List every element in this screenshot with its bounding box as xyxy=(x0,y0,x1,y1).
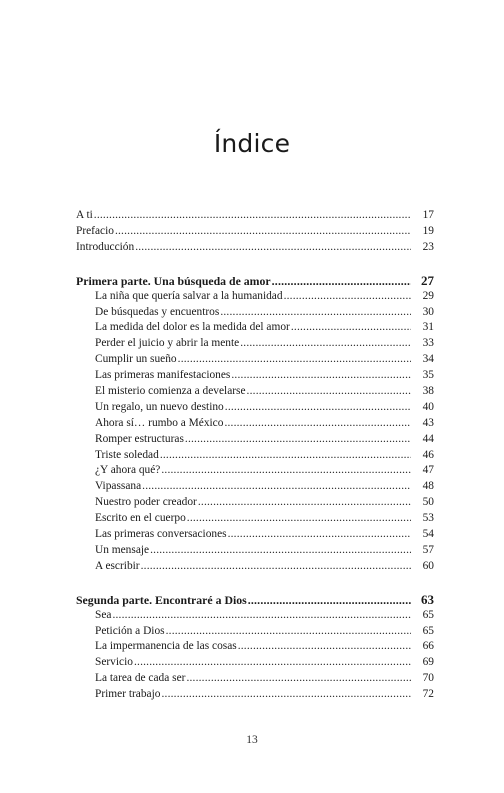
part-heading xyxy=(76,272,434,289)
toc-entry xyxy=(76,352,434,368)
dot-leader xyxy=(231,368,411,384)
dot-leader xyxy=(142,479,411,495)
toc-entry xyxy=(76,559,434,575)
toc-entry xyxy=(76,543,434,559)
toc-entry xyxy=(76,655,434,671)
toc-entry xyxy=(76,224,434,240)
toc-entry xyxy=(76,624,434,640)
dot-leader xyxy=(166,624,411,640)
toc-entry xyxy=(76,289,434,305)
toc-entry-label: Sea xyxy=(95,608,112,621)
toc-entry xyxy=(76,495,434,511)
dot-leader xyxy=(135,240,411,256)
part-heading-page: 27 xyxy=(421,272,434,288)
part-heading-page: 63 xyxy=(421,591,434,607)
dot-leader xyxy=(247,384,411,400)
toc-entry-page: 48 xyxy=(422,480,434,493)
toc-entry-page: 57 xyxy=(422,543,434,556)
dot-leader xyxy=(187,511,411,527)
toc-entry-page: 60 xyxy=(422,559,434,572)
toc-entry-label: Vipassana xyxy=(95,480,142,493)
dot-leader xyxy=(161,463,411,479)
dot-leader xyxy=(150,543,411,559)
dot-leader xyxy=(284,289,411,305)
toc-entry-label: Las primeras conversaciones xyxy=(95,528,227,541)
page-title: Índice xyxy=(213,129,291,158)
section-spacer xyxy=(76,575,434,591)
toc-entry-page: 38 xyxy=(422,385,434,398)
part-heading-label: Primera parte. Una búsqueda de amor xyxy=(76,273,271,288)
toc-entry-page: 43 xyxy=(422,416,434,429)
part-heading-label: Segunda parte. Encontraré a Dios xyxy=(76,592,247,607)
toc-entry xyxy=(76,671,434,687)
toc-entry-label: Perder el juicio y abrir la mente xyxy=(95,337,240,350)
toc-entry-page: 70 xyxy=(422,672,434,685)
dot-leader xyxy=(228,527,411,543)
toc-entry xyxy=(76,527,434,543)
toc-entry-page: 34 xyxy=(422,353,434,366)
toc-entry-label: Un regalo, un nuevo destino xyxy=(95,400,224,413)
dot-leader xyxy=(141,559,411,575)
toc-entry-page: 47 xyxy=(422,464,434,477)
toc-entry-page: 17 xyxy=(422,209,434,221)
toc-entry xyxy=(76,240,434,256)
dot-leader xyxy=(240,336,411,352)
toc-entry xyxy=(76,639,434,655)
dot-leader xyxy=(291,320,411,336)
toc-entry-label: Escrito en el cuerpo xyxy=(95,512,186,525)
toc-entry-page: 50 xyxy=(422,496,434,509)
toc-entry-page: 23 xyxy=(422,240,434,253)
toc-entry-label: De búsquedas y encuentros xyxy=(95,305,220,318)
toc-entry-label: Primer trabajo xyxy=(95,688,161,701)
toc-entry-label: ¿Y ahora qué? xyxy=(95,464,161,477)
dot-leader xyxy=(248,592,411,609)
dot-leader xyxy=(186,671,411,687)
toc-entry xyxy=(76,305,434,321)
toc-entry-label: Romper estructuras xyxy=(95,432,184,445)
toc-entry xyxy=(76,432,434,448)
toc-entry-page: 29 xyxy=(422,289,434,302)
toc-entry-page: 53 xyxy=(422,512,434,525)
toc-entry-page: 72 xyxy=(422,688,434,701)
toc-entry-page: 69 xyxy=(422,656,434,669)
toc-entry-page: 40 xyxy=(422,400,434,413)
toc-entry-label: Nuestro poder creador xyxy=(95,496,197,509)
toc-entry-label: La medida del dolor es la medida del amor xyxy=(95,321,290,334)
toc-entry-page: 65 xyxy=(422,624,434,637)
dot-leader xyxy=(94,208,411,224)
toc-entry-page: 35 xyxy=(422,369,434,382)
toc-entry-label: Prefacio xyxy=(76,224,114,237)
dot-leader xyxy=(225,400,411,416)
toc-entry-page: 33 xyxy=(422,337,434,350)
dot-leader xyxy=(178,352,411,368)
toc-entry-page: 19 xyxy=(422,224,434,237)
toc-entry-page: 31 xyxy=(422,321,434,334)
dot-leader xyxy=(112,608,411,624)
part-heading xyxy=(76,591,434,608)
dot-leader xyxy=(160,448,411,464)
toc-entry-page: 30 xyxy=(422,305,434,318)
toc-entry-label: El misterio comienza a develarse xyxy=(95,385,246,398)
toc-entry xyxy=(76,416,434,432)
dot-leader xyxy=(238,639,411,655)
toc-entry xyxy=(76,368,434,384)
toc-entry-label: Servicio xyxy=(95,656,133,669)
toc-entry-label: Un mensaje xyxy=(95,543,150,556)
toc-entry xyxy=(76,463,434,479)
table-of-contents xyxy=(76,208,434,703)
toc-entry-label: La niña que quería salvar a la humanidad xyxy=(95,289,283,302)
toc-entry-label: Cumplir un sueño xyxy=(95,353,177,366)
toc-entry-label: A ti xyxy=(76,209,93,221)
toc-entry-label: Las primeras manifestaciones xyxy=(95,369,231,382)
toc-entry-page: 54 xyxy=(422,528,434,541)
dot-leader xyxy=(198,495,411,511)
toc-entry-label: La impermanencia de las cosas xyxy=(95,640,237,653)
dot-leader xyxy=(272,273,411,290)
toc-entry xyxy=(76,208,434,224)
toc-entry xyxy=(76,384,434,400)
toc-entry xyxy=(76,336,434,352)
toc-entry-label: A escribir xyxy=(95,559,140,572)
toc-entry-label: Petición a Dios xyxy=(95,624,165,637)
dot-leader xyxy=(185,432,411,448)
toc-entry-label: La tarea de cada ser xyxy=(95,672,186,685)
toc-entry xyxy=(76,479,434,495)
dot-leader xyxy=(224,416,411,432)
toc-entry-page: 65 xyxy=(422,608,434,621)
toc-entry-label: Triste soledad xyxy=(95,448,159,461)
toc-entry-label: Ahora sí… rumbo a México xyxy=(95,416,224,429)
toc-entry-page: 46 xyxy=(422,448,434,461)
toc-entry xyxy=(76,608,434,624)
dot-leader xyxy=(134,655,411,671)
dot-leader xyxy=(161,687,411,703)
toc-entry-page: 44 xyxy=(422,432,434,445)
page-number: 13 xyxy=(246,734,258,746)
toc-entry xyxy=(76,511,434,527)
section-spacer xyxy=(76,256,434,272)
toc-entry xyxy=(76,400,434,416)
toc-entry-label: Introducción xyxy=(76,240,135,253)
toc-entry xyxy=(76,448,434,464)
dot-leader xyxy=(220,305,411,321)
toc-entry xyxy=(76,320,434,336)
dot-leader xyxy=(115,224,411,240)
toc-entry xyxy=(76,687,434,703)
toc-entry-page: 66 xyxy=(422,640,434,653)
